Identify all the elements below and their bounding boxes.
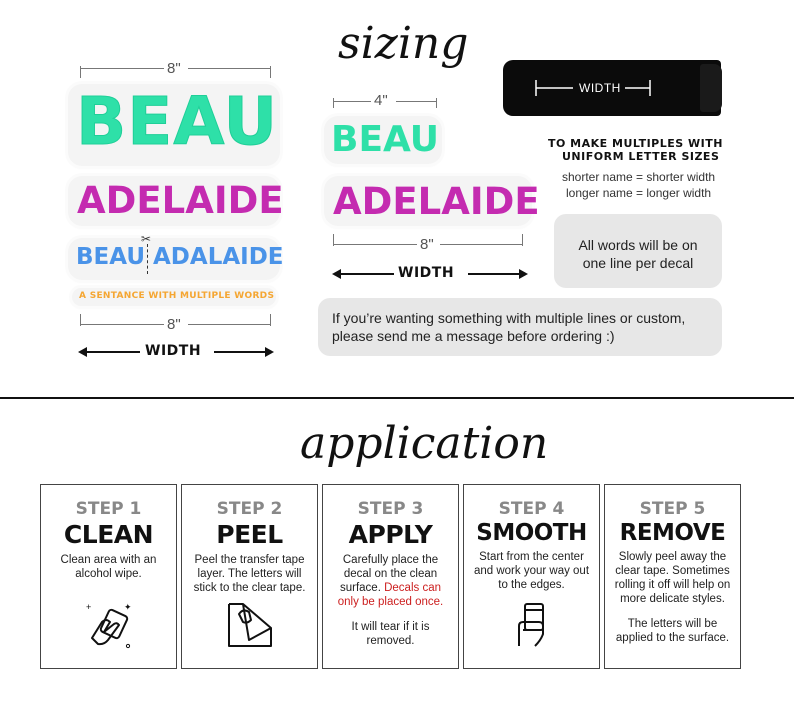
- step-number: STEP 3: [357, 499, 424, 519]
- dim-label-8-mid: 8": [420, 236, 434, 253]
- bottle-width-label: WIDTH: [579, 81, 621, 95]
- section-divider: [0, 397, 794, 399]
- example-adelaide-mid: ADELAIDE: [333, 180, 540, 223]
- step-description: Start from the center and work your way out to the edges.: [473, 551, 590, 591]
- custom-note: [318, 298, 722, 356]
- width-label-left: WIDTH: [145, 343, 202, 359]
- dim-tick: [270, 66, 271, 78]
- dim-tick: [270, 314, 271, 326]
- dim-line: [80, 68, 164, 69]
- dim-tick: [436, 98, 437, 108]
- multiples-line-1: shorter name = shorter width: [562, 170, 716, 184]
- one-line-note-2: one line per decal: [582, 255, 694, 271]
- wipe-hand-icon: [84, 600, 134, 650]
- dim-line: [440, 244, 522, 245]
- application-heading: application: [300, 418, 549, 469]
- step-description: Slowly peel away the clear tape. Sometimes rolling it off will help on more delicate styles.: [614, 551, 731, 605]
- example-beau-blue: BEAU: [76, 244, 146, 270]
- custom-note-1: If you’re wanting something with multiple lines or custom,: [332, 310, 686, 326]
- svg-text:✦: ✦: [124, 602, 132, 612]
- step-description: Clean area with an alcohol wipe.: [60, 554, 157, 580]
- step-number: STEP 4: [498, 499, 565, 519]
- custom-note-2: please send me a message before ordering :): [332, 328, 615, 344]
- step-title: PEEL: [216, 520, 283, 549]
- dim-label-4: 4": [374, 92, 388, 109]
- width-label-mid: WIDTH: [398, 265, 455, 281]
- dim-label-8-bottom: 8": [167, 316, 181, 333]
- dim-line: [333, 101, 371, 102]
- example-sentence: A SENTANCE WITH MULTIPLE WORDS: [79, 291, 275, 301]
- multiples-title-1: TO MAKE MULTIPLES WITH: [548, 137, 723, 150]
- step-card-1: [40, 484, 177, 669]
- card-hand-icon: [507, 600, 557, 650]
- dim-label-8-top: 8": [167, 60, 181, 77]
- step-card-5: [604, 484, 741, 669]
- peel-corner-icon: [225, 600, 275, 650]
- step-description-a: Carefully place the decal on the clean surface.: [339, 554, 439, 594]
- dim-line: [333, 244, 417, 245]
- step-description: [323, 553, 458, 609]
- step-title: APPLY: [348, 520, 433, 549]
- scissors-icon: ✂: [141, 232, 152, 246]
- sizing-heading: sizing: [338, 18, 469, 69]
- one-line-note: [554, 214, 722, 288]
- step-description-b: The letters will be applied to the surface.: [615, 618, 730, 644]
- multiples-title-2: UNIFORM LETTER SIZES: [562, 150, 720, 163]
- step-warning: Decals can only be placed once.: [337, 582, 444, 608]
- step-description-b: It will tear if it is removed.: [351, 621, 430, 647]
- step-card-4: [463, 484, 600, 669]
- step-number: STEP 5: [639, 499, 706, 519]
- example-beau-small: BEAU: [331, 119, 440, 160]
- bottle-cap: [700, 64, 722, 112]
- svg-text:+: +: [86, 602, 92, 612]
- example-adalaide-blue: ADALAIDE: [153, 244, 284, 270]
- dim-line: [188, 68, 270, 69]
- one-line-note-1: All words will be on: [578, 237, 698, 253]
- dim-tick: [333, 98, 334, 108]
- multiples-line-2: longer name = longer width: [566, 186, 712, 200]
- dim-line: [188, 324, 270, 325]
- dim-tick: [522, 234, 523, 246]
- step-card-2: [181, 484, 318, 669]
- dim-line: [80, 324, 164, 325]
- step-number: STEP 2: [216, 499, 283, 519]
- step-title: CLEAN: [63, 520, 154, 549]
- step-description: Peel the transfer tape layer. The letters will stick to the clear tape.: [193, 554, 306, 594]
- step-title: SMOOTH: [476, 520, 587, 546]
- step-title: REMOVE: [619, 520, 726, 546]
- example-adelaide-large: ADELAIDE: [77, 179, 284, 222]
- cut-line: [147, 244, 148, 274]
- step-card-3: [322, 484, 459, 669]
- dim-line: [396, 101, 436, 102]
- example-beau-large: BEAU: [76, 83, 279, 160]
- step-number: STEP 1: [75, 499, 142, 519]
